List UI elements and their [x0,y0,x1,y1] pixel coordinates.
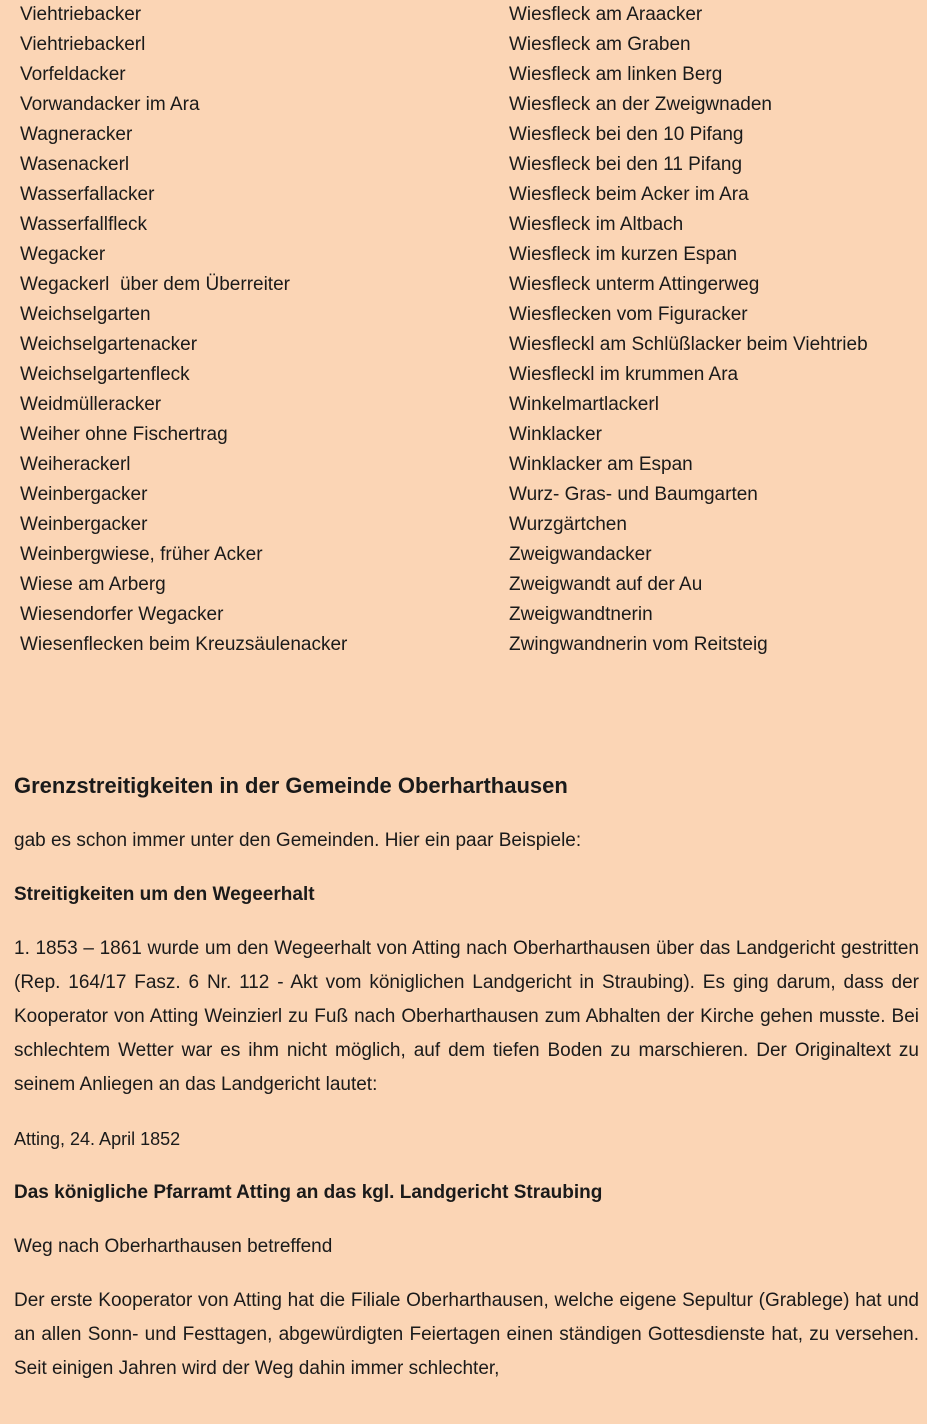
list-item: Weinbergwiese, früher Acker [20,544,263,565]
list-item: Wasserfallacker [20,184,155,205]
list-item: Wiesfleck an der Zweigwnaden [509,94,772,115]
list-item: Wiesfleck unterm Attingerweg [509,274,760,295]
list-item: Wegacker [20,244,106,265]
list-item: Wiesfleck beim Acker im Ara [509,184,749,205]
list-item: Wagneracker [20,124,133,145]
field-names-right-column [509,0,868,660]
list-item: Wurzgärtchen [509,514,627,535]
list-item: Wiesfleck am linken Berg [509,64,723,85]
list-item: Winkelmartlackerl [509,394,659,415]
list-item: Wiesfleck am Araacker [509,4,703,25]
list-item: Viehtriebacker [20,4,142,25]
subject-line: Weg nach Oberharthausen betreffend [14,1236,333,1257]
list-item: Wiesfleckl im krummen Ara [509,364,739,385]
list-item: Weiher ohne Fischertrag [20,424,228,445]
list-item: Vorfeldacker [20,64,126,85]
list-item: Weichselgartenacker [20,334,198,355]
list-item: Wiesfleck im Altbach [509,214,684,235]
list-item: Vorwandacker im Ara [20,94,200,115]
list-item: Weichselgartenfleck [20,364,190,385]
list-item: Zweigwandt auf der Au [509,574,703,595]
list-item: Wiesfleck im kurzen Espan [509,244,738,265]
list-item: Wiesfleck bei den 11 Pifang [509,154,743,175]
section-heading: Grenzstreitigkeiten in der Gemeinde Oberharthausen [14,773,568,798]
list-item: Wasserfallfleck [20,214,148,235]
list-item: Winklacker [509,424,602,445]
list-item: Wiesfleck bei den 10 Pifang [509,124,744,145]
list-item: Zweigwandacker [509,544,652,565]
boundary-disputes-section [14,770,919,1406]
list-item: Weinbergacker [20,484,148,505]
intro-paragraph: gab es schon immer unter den Gemeinden. Hier ein paar Beispiele: [14,830,582,851]
body-paragraph: 1. 1853 – 1861 wurde um den Wegeerhalt von Atting nach Oberharthausen über das Landgericht gestritten (Rep. 164/17 Fasz. 6 Nr. 112 - Akt vom königlichen Landgericht in Straubing). Es ging darum, dass der Kooperator von Atting Weinzierl zu Fuß nach Oberharthausen zum Abhalten der Kirche gehen musste. Bei schlechtem Wetter war es ihm nicht möglich, auf dem tiefen Boden zu marschieren. Der Originaltext zu seinem Anliegen an das Landgericht lautet: [14,938,919,1095]
list-item: Zwingwandnerin vom Reitsteig [509,634,768,655]
list-item: Zweigwandtnerin [509,604,653,625]
list-item: Weidmülleracker [20,394,162,415]
body-paragraph: Der erste Kooperator von Atting hat die Filiale Oberharthausen, welche eigene Sepultur (Grablege) hat und an allen Sonn- und Festtagen, abgewürdigten Feiertagen einen ständigen Gottesdienste hat, zu versehen. Seit einigen Jahren wird der Weg dahin immer schlechter, [14,1290,919,1379]
list-item: Wiesfleckl am Schlüßlacker beim Viehtrieb [509,334,868,355]
subheading: Streitigkeiten um den Wegeerhalt [14,884,315,905]
list-item: Winklacker am Espan [509,454,693,475]
letter-heading: Das königliche Pfarramt Atting an das kgl. Landgericht Straubing [14,1182,603,1203]
list-item: Wurz- Gras- und Baumgarten [509,484,758,505]
list-item: Wiesendorfer Wegacker [20,604,224,625]
list-item: Weichselgarten [20,304,151,325]
list-item: Wegackerl über dem Überreiter [20,274,290,295]
list-item: Wiesfleck am Graben [509,34,691,55]
list-item: Wasenackerl [20,154,130,175]
list-item: Viehtriebackerl [20,34,146,55]
list-item: Weinbergacker [20,514,148,535]
list-item: Weiherackerl [20,454,131,475]
list-item: Wiesflecken vom Figuracker [509,304,748,325]
field-names-left-column [20,0,347,660]
list-item: Wiese am Arberg [20,574,166,595]
date-line: Atting, 24. April 1852 [14,1129,181,1149]
list-item: Wiesenflecken beim Kreuzsäulenacker [20,634,348,655]
